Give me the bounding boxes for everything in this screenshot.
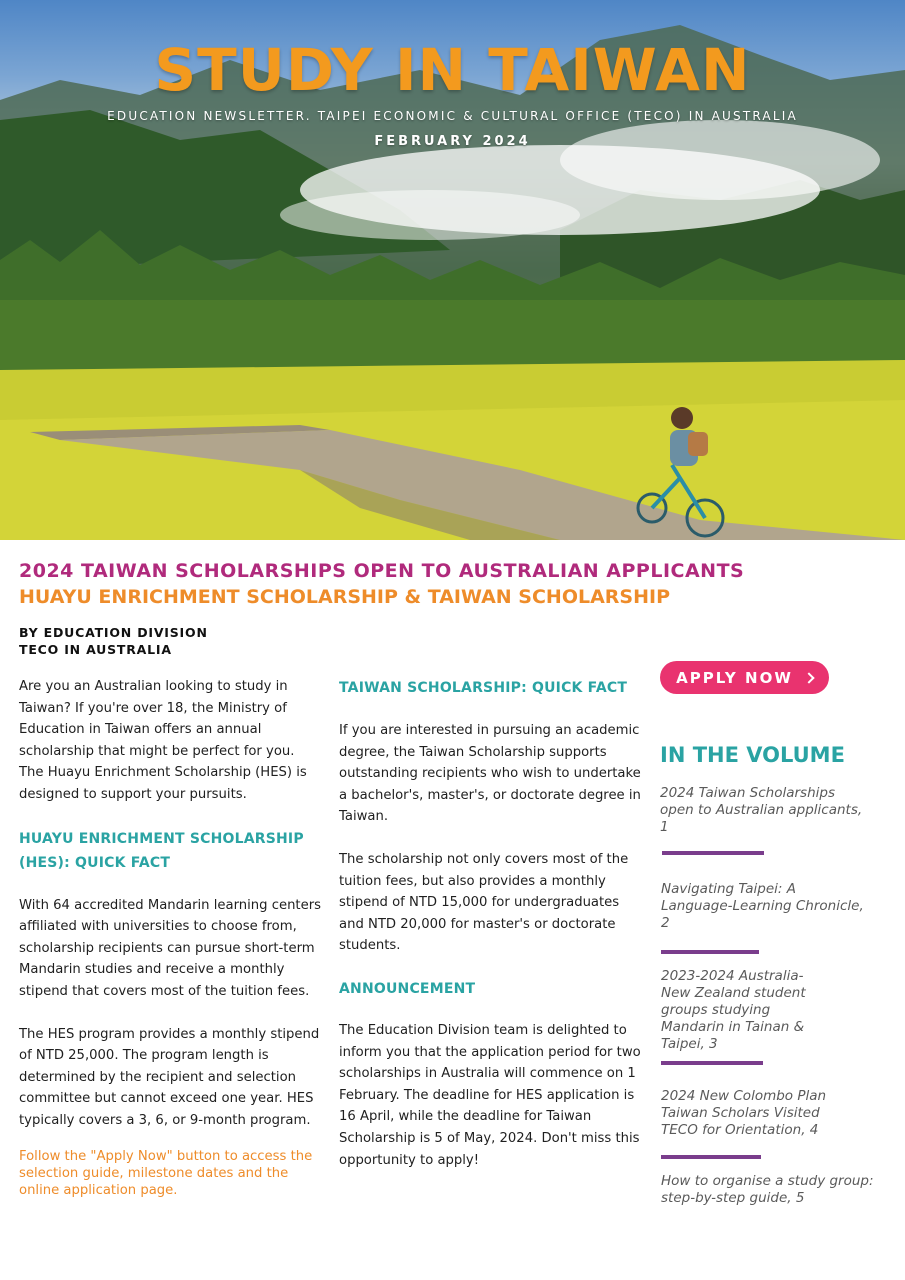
volume-contents-title: IN THE VOLUME	[660, 743, 845, 767]
chevron-right-icon	[803, 672, 814, 683]
article-column-2	[339, 676, 641, 1171]
ts-paragraph-1: If you are interested in pursuing an academic degree, the Taiwan Scholarship supports outstanding recipients who wish to undertake a bachelor's, master's, or doctorate degree in Taiwan.	[339, 723, 641, 825]
divider	[662, 851, 764, 855]
announcement-heading: ANNOUNCEMENT	[339, 980, 476, 997]
article-subheadline: HUAYU ENRICHMENT SCHOLARSHIP & TAIWAN SCHOLARSHIP	[19, 586, 671, 608]
volume-item[interactable]: 2024 New Colombo Plan Taiwan Scholars Visited TECO for Orientation, 4	[661, 1088, 827, 1138]
newsletter-title: STUDY IN TAIWAN	[154, 36, 751, 104]
hes-paragraph-1: With 64 accredited Mandarin learning centers affiliated with universities to choose from, scholarship recipients can pursue short-term Mandarin studies and receive a monthly stipend that covers most of the tuition fees.	[19, 897, 322, 999]
article-column-1	[19, 676, 321, 1199]
divider	[661, 1155, 761, 1159]
apply-now-label: APPLY NOW	[676, 668, 793, 687]
apply-note: Follow the "Apply Now" button to access the selection guide, milestone dates and the online application page.	[19, 1148, 313, 1198]
volume-item[interactable]: Navigating Taipei: A Language-Learning Chronicle, 2	[661, 881, 864, 931]
newsletter-subtitle: EDUCATION NEWSLETTER. TAIPEI ECONOMIC & CULTURAL OFFICE (TECO) IN AUSTRALIA	[107, 109, 798, 123]
byline-author: BY EDUCATION DIVISION	[19, 625, 208, 640]
hes-section-heading: HUAYU ENRICHMENT SCHOLARSHIP (HES): QUICK FACT	[19, 830, 304, 871]
issue-date: FEBRUARY 2024	[374, 134, 531, 149]
apply-now-button[interactable]	[660, 661, 829, 694]
ts-section-heading: TAIWAN SCHOLARSHIP: QUICK FACT	[339, 680, 628, 696]
divider	[661, 1061, 763, 1065]
volume-item[interactable]: How to organise a study group: step-by-step guide, 5	[661, 1173, 874, 1206]
volume-item[interactable]: 2024 Taiwan Scholarships open to Australian applicants, 1	[660, 785, 863, 835]
intro-paragraph: Are you an Australian looking to study in Taiwan? If you're over 18, the Ministry of Education in Taiwan offers an annual scholarship that might be perfect for you. The Huayu Enrichment Scholarship (HES) is designed to support your pursuits.	[19, 679, 307, 802]
hero-banner	[0, 0, 905, 540]
article-headline: 2024 TAIWAN SCHOLARSHIPS OPEN TO AUSTRALIAN APPLICANTS	[19, 560, 745, 582]
announcement-paragraph: The Education Division team is delighted to inform you that the application period for two scholarships in Australia will commence on 1 February. The deadline for HES application is 16 April, while the deadline for Taiwan Scholarship is 5 of May, 2024. Don't miss this opportunity to apply!	[339, 1022, 641, 1168]
ts-paragraph-2: The scholarship not only covers most of the tuition fees, but also provides a monthly stipend of NTD 15,000 for undergraduates and NTD 20,000 for master's or doctorate students.	[339, 851, 629, 954]
volume-item[interactable]: 2023-2024 Australia-New Zealand student groups studying Mandarin in Tainan & Taipei, 3	[661, 968, 806, 1052]
divider	[661, 950, 759, 954]
byline-org: TECO IN AUSTRALIA	[19, 642, 172, 657]
byline	[19, 624, 208, 658]
hes-paragraph-2: The HES program provides a monthly stipend of NTD 25,000. The program length is determined by the recipient and selection committee but cannot exceed one year. HES typically covers a 3, 6, or 9-month program.	[19, 1026, 320, 1128]
